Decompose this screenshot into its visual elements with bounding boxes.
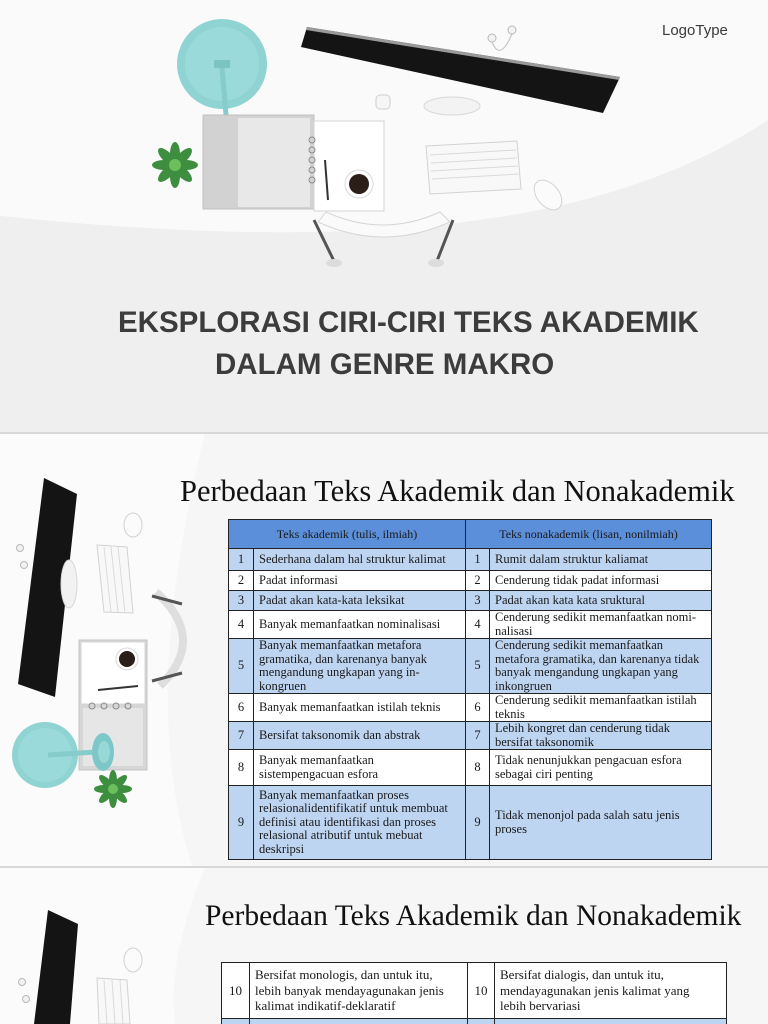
nonacademic-cell: Tidak nenunjukkan pengacuan esfora sebagai ciri penting [490,750,712,786]
mouse [124,513,142,537]
table-row [229,694,712,722]
row-number-left: 9 [229,786,254,860]
title-slide[interactable] [0,0,768,432]
table-row [229,750,712,786]
table-row [229,571,712,591]
table-row-partial [222,1019,727,1024]
keyboard-body [426,141,521,194]
academic-cell: Banyak memanfaatkan istilah teknis [254,694,466,722]
academic-cell: Bersifat monologis, dan untuk itu, lebih banyak mendayagunakan jenis kalimat indikatif-deklaratif [250,963,468,1019]
row-number-left [222,1019,250,1024]
academic-cell: Banyak memanfaatkan proses relasionalidentifikatif untuk membuat definisi atau identifikasi dan proses relasional atributif untuk mebuat deskripsi [254,786,466,860]
header-nonacademic: Teks nonakademik (lisan, nonilmiah) [466,520,712,549]
table-row [229,639,712,694]
row-number-left: 1 [229,549,254,571]
comparison-table-continued [221,962,727,1024]
keyboard [426,141,521,194]
chair-wheel [326,259,342,267]
academic-cell [250,1019,468,1024]
academic-cell: Banyak memanfaatkan sistempengacuan esfora [254,750,466,786]
row-number-right: 2 [466,571,490,591]
monitor-stand [61,560,77,608]
nonacademic-cell: Cenderung sedikit memanfaatkan metafora gramatika, dan karenanya tidak banyak mengandung ungkapan yang inkongruen [490,639,712,694]
table-row [229,722,712,750]
monitor-stand [424,97,480,115]
row-number-right: 9 [466,786,490,860]
comparison-table [228,519,712,860]
nonacademic-cell: Bersifat dialogis, dan untuk itu, mendayagunakan jenis kalimat yang lebih bervariasi [495,963,727,1019]
row-number-left: 10 [222,963,250,1019]
earbud-right [23,996,30,1003]
potted-plant [152,142,198,188]
keyboard [97,978,130,1024]
row-number-left: 4 [229,611,254,639]
academic-cell: Padat informasi [254,571,466,591]
row-number-right: 7 [466,722,490,750]
presentation-title-line-1: EKSPLORASI CIRI-CIRI TEKS AKADEMIK [118,306,699,339]
nonacademic-cell: Lebih kongret dan cenderung tidak bersifat taksonomik [490,722,712,750]
table-row [222,963,727,1019]
earbud-right [21,562,28,569]
nonacademic-cell: Cenderung tidak padat informasi [490,571,712,591]
row-number-right: 3 [466,591,490,611]
plant-center [108,784,118,794]
earbud-left [19,979,26,986]
row-number-right [468,1019,495,1024]
row-number-right: 10 [468,963,495,1019]
table-row [229,591,712,611]
row-number-left: 5 [229,639,254,694]
academic-cell: Padat akan kata-kata leksikat [254,591,466,611]
notebook-page-left [238,118,310,207]
row-number-left: 6 [229,694,254,722]
table-row [229,786,712,860]
header-academic: Teks akademik (tulis, ilmiah) [229,520,466,549]
slide-title: Perbedaan Teks Akademik dan Nonakademik [205,900,742,932]
slide-title: Perbedaan Teks Akademik dan Nonakademik [180,474,735,508]
row-number-right: 1 [466,549,490,571]
earbud-right [508,26,516,34]
row-number-right: 8 [466,750,490,786]
nonacademic-cell: Tidak menonjol pada salah satu jenis proses [490,786,712,860]
nonacademic-cell [495,1019,727,1024]
chair-wheel [428,259,444,267]
comparison-slide-1[interactable] [0,434,768,866]
small-gadget [376,95,390,109]
row-number-left: 8 [229,750,254,786]
academic-cell: Banyak memanfaatkan nominalisasi [254,611,466,639]
coffee-cup [345,170,373,198]
lamp-arm [48,752,96,755]
logo: LogoType [662,22,728,39]
row-number-left: 2 [229,571,254,591]
table-row [229,549,712,571]
potted-plant [94,770,132,808]
lamp-joint [214,60,230,68]
academic-cell: Sederhana dalam hal struktur kalimat [254,549,466,571]
row-number-right: 4 [466,611,490,639]
table-row [229,611,712,639]
row-number-left: 7 [229,722,254,750]
coffee [349,174,369,194]
nonacademic-cell: Cenderung sedikit memanfaatkan istilah teknis [490,694,712,722]
plant-center [169,159,181,171]
table-header-row [229,520,712,549]
earbud-left [488,34,496,42]
academic-cell: Bersifat taksonomik dan abstrak [254,722,466,750]
nonacademic-cell: Rumit dalam struktur kaliamat [490,549,712,571]
nonacademic-cell: Padat akan kata kata sruktural [490,591,712,611]
lamp-head-top [98,741,110,763]
row-number-right: 5 [466,639,490,694]
comparison-slide-2[interactable] [0,868,768,1024]
presentation-title-line-2: DALAM GENRE MAKRO [215,348,555,381]
academic-cell: Banyak memanfaatkan metafora gramatika, dan karenanya banyak mengandung ungkapan yang in-kongruen [254,639,466,694]
coffee [119,651,135,667]
earbud-left [17,545,24,552]
nonacademic-cell: Cenderung sedikit memanfaatkan nomi-nalisasi [490,611,712,639]
row-number-right: 6 [466,694,490,722]
mouse [124,948,142,972]
row-number-left: 3 [229,591,254,611]
coffee-cup [116,648,138,670]
